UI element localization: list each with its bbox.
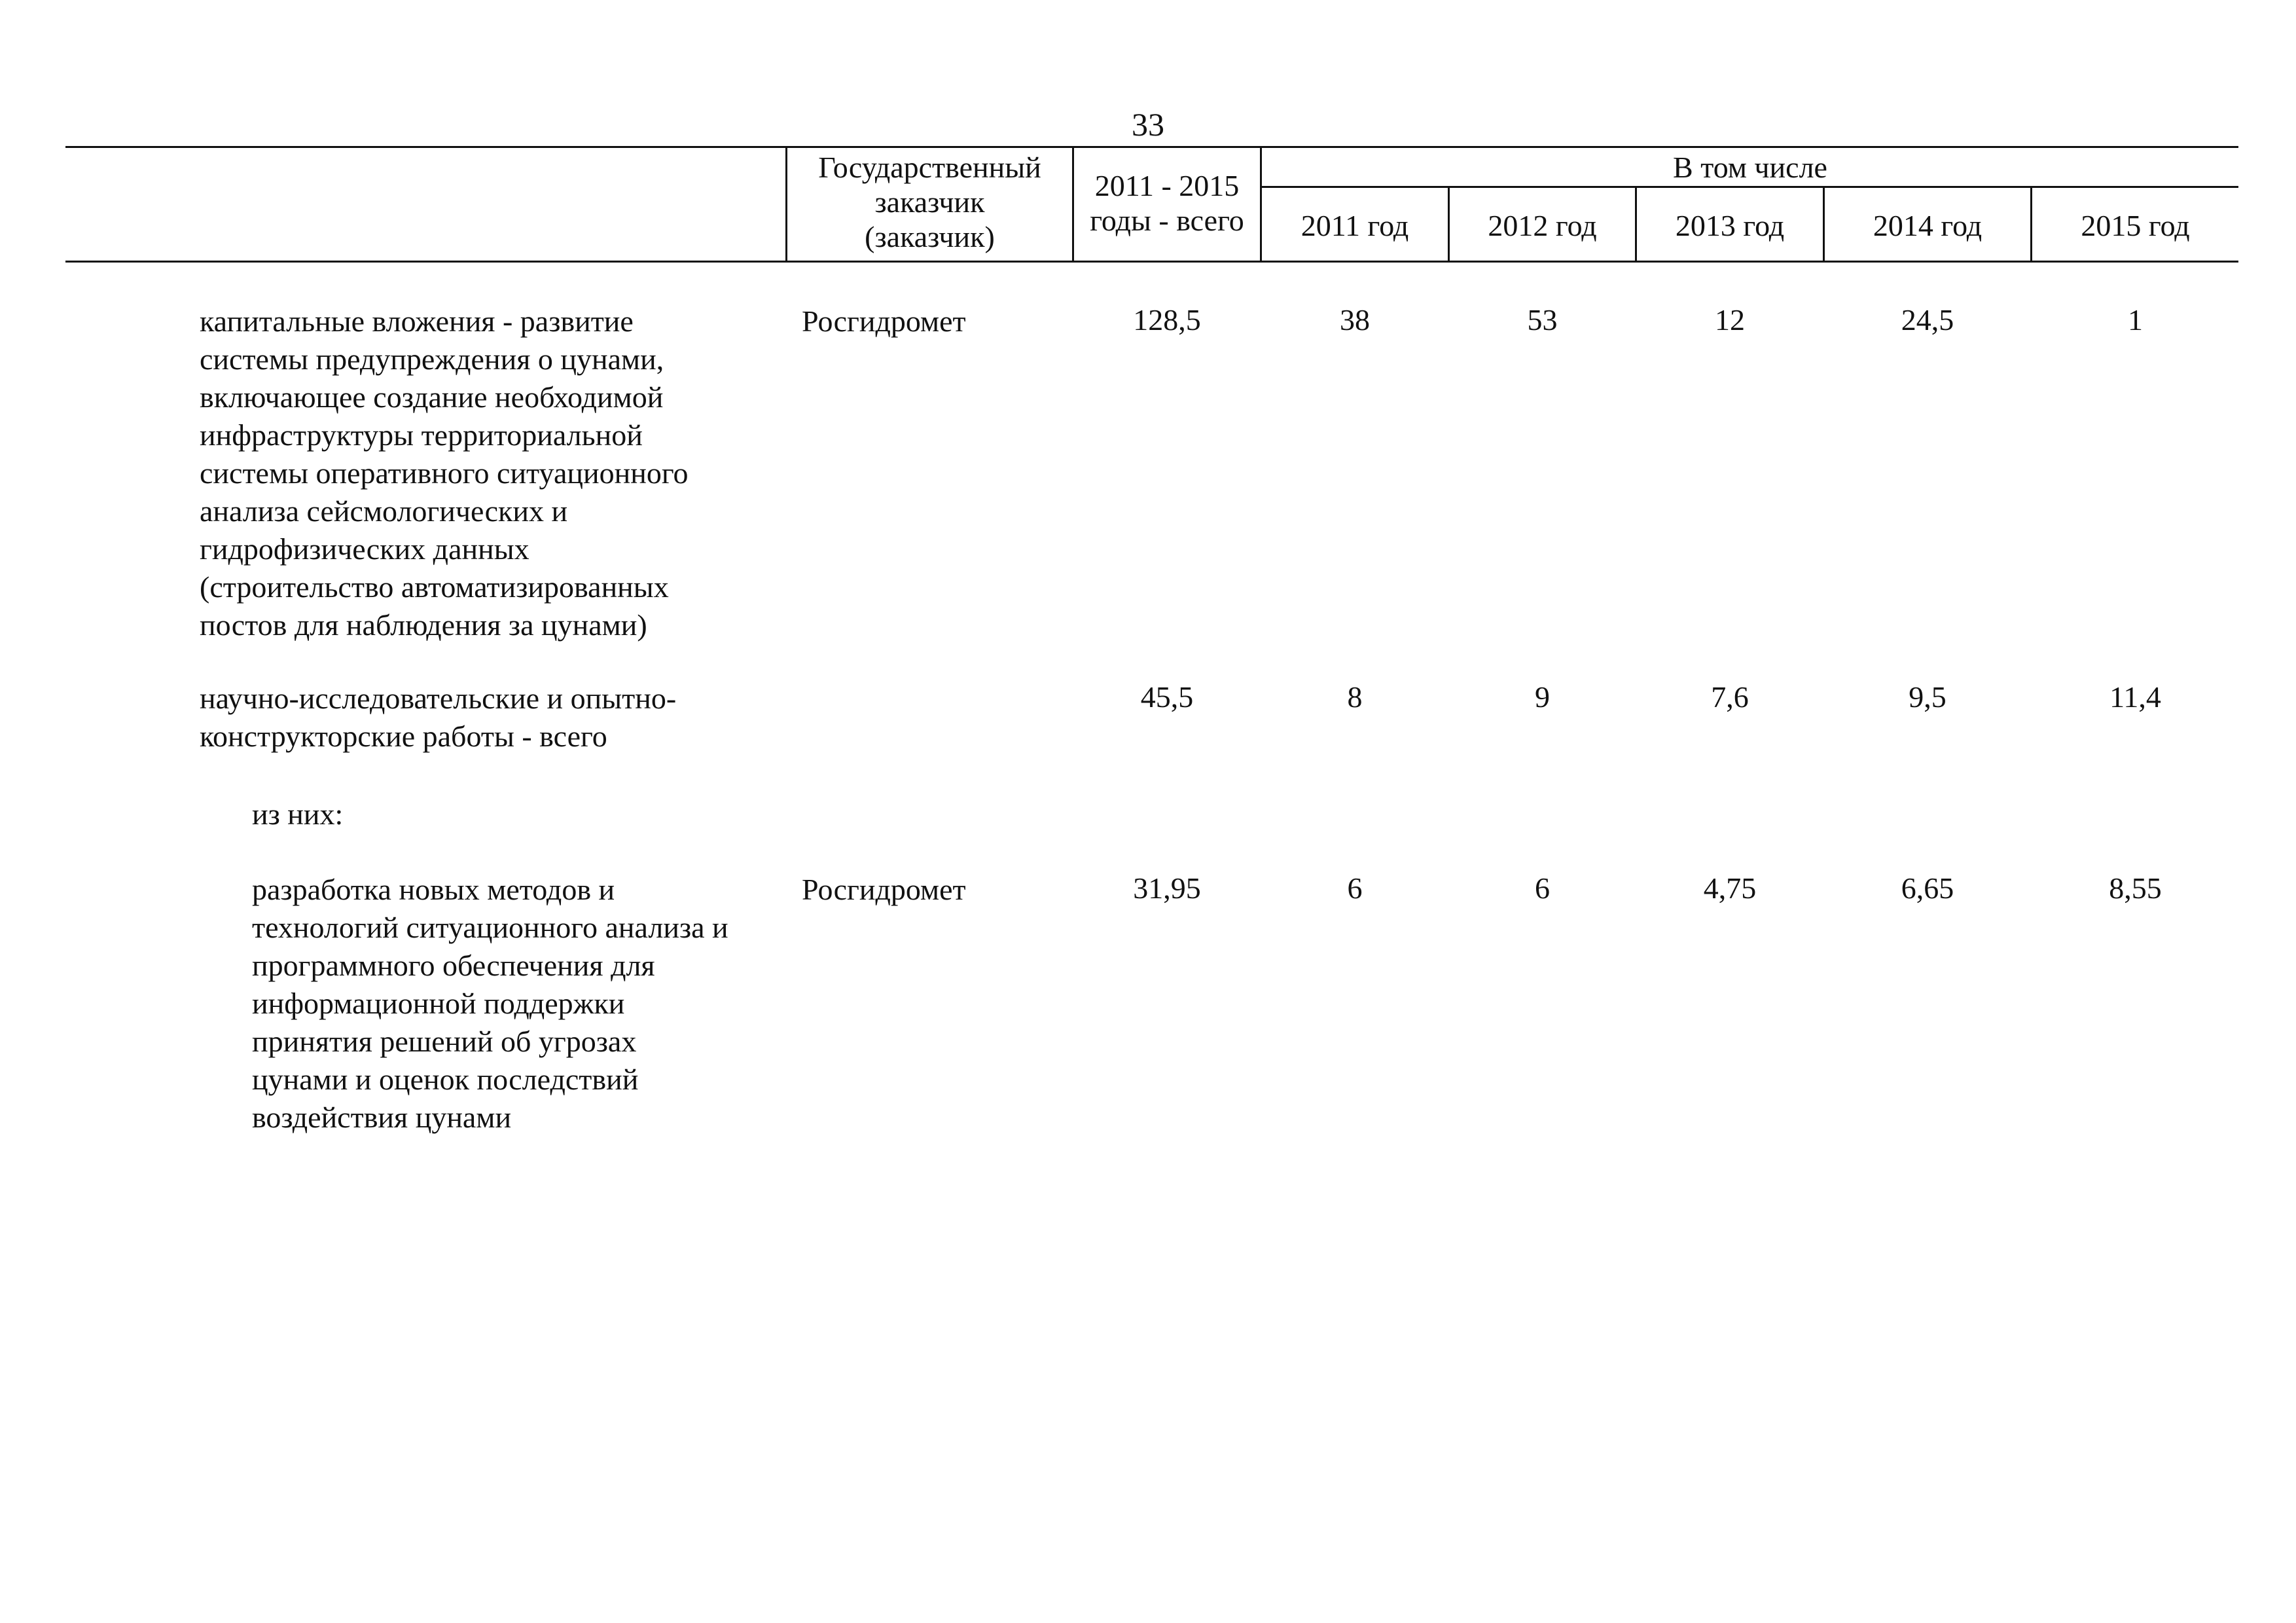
row-rnd-2013: 7,6 [1711, 680, 1749, 714]
row-methods-2014: 6,65 [1901, 871, 1954, 905]
row-capital-2015: 1 [2128, 303, 2143, 337]
row-capital-2013: 12 [1715, 303, 1745, 337]
header-including: В том числе [1673, 151, 1827, 184]
row-methods-description: разработка новых методов и технологий ситуационного анализа и программного обеспечения для информационной поддержки принятия решений об угрозах цунами и оценок последствий воздействия цунами [252, 873, 728, 1134]
header-total: 2011 - 2015 годы - всего [1090, 169, 1244, 237]
subheader-rule [1260, 186, 2238, 188]
header-year-2011: 2011 год [1300, 209, 1409, 242]
row-rnd-2014: 9,5 [1909, 680, 1946, 714]
row-rnd-2011: 8 [1347, 680, 1363, 714]
header-year-2014: 2014 год [1873, 209, 1982, 242]
page-number: 33 [1132, 106, 1164, 143]
row-methods-2013: 4,75 [1703, 871, 1757, 905]
row-methods-2015: 8,55 [2109, 871, 2162, 905]
header-year-2012: 2012 год [1488, 209, 1597, 242]
row-capital-2014: 24,5 [1901, 303, 1954, 337]
row-rnd-2012: 9 [1535, 680, 1550, 714]
row-capital-description: капитальные вложения - развитие системы предупреждения о цунами, включающее создание необходимой инфраструктуры территориальной системы оперативного ситуационного анализа сейсмологических и гидрофизических данных (строительство автоматизированных постов для наблюдения за цунами) [200, 304, 689, 642]
row-methods-2012: 6 [1535, 871, 1550, 905]
row-rnd-2015: 11,4 [2109, 680, 2161, 714]
table-top-rule [65, 146, 2238, 148]
header-year-2013: 2013 год [1675, 209, 1785, 242]
header-customer: Государственный заказчик (заказчик) [818, 151, 1041, 253]
row-rnd-description: научно-исследовательские и опытно- конструкторские работы - всего [200, 682, 677, 753]
row-methods-2011: 6 [1347, 871, 1363, 905]
row-rnd-total: 45,5 [1140, 680, 1194, 714]
row-methods-customer: Росгидромет [802, 873, 966, 906]
header-year-2015: 2015 год [2081, 209, 2190, 242]
row-capital-2011: 38 [1340, 303, 1370, 337]
row-capital-2012: 53 [1527, 303, 1558, 337]
row-of-which-label: из них: [252, 797, 344, 831]
row-capital-total: 128,5 [1133, 303, 1201, 337]
header-bottom-rule [65, 261, 2238, 263]
row-methods-total: 31,95 [1133, 871, 1201, 905]
row-capital-customer: Росгидромет [802, 304, 966, 338]
